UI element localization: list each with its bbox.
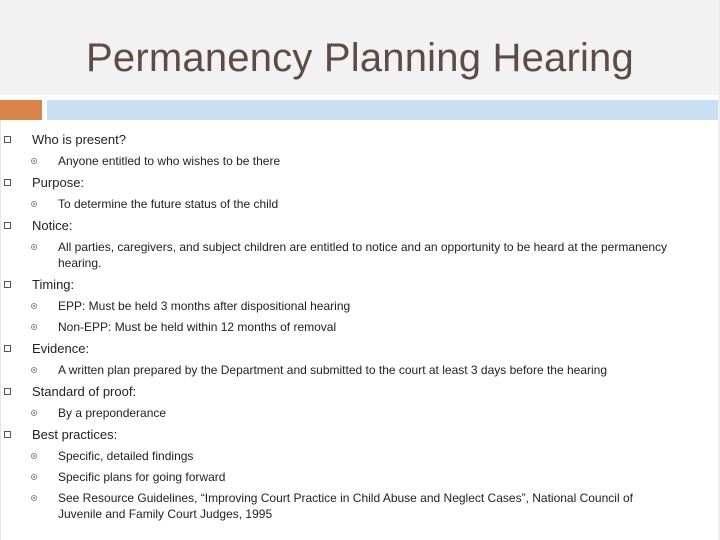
bullet-text: Notice: [32,218,73,233]
sub-bullet [0,490,700,522]
bullet-timing [0,277,700,293]
sub-bullet [0,153,700,169]
square-bullet-icon [4,281,11,288]
sub-bullet [0,448,700,464]
square-bullet-icon [4,136,11,143]
square-bullet-icon [4,388,11,395]
bullet-text: Timing: [32,277,75,292]
sub-bullet [0,196,700,212]
bullet-text: Best practices: [32,427,118,442]
bullet-list [0,126,700,522]
bullet-who-is-present [0,132,700,148]
bullet-best-practices [0,427,700,443]
sub-bullet-text: Specific, detailed findings [58,449,194,463]
sub-bullet-text: Specific plans for going forward [58,470,226,484]
bullet-text: Standard of proof: [32,384,137,399]
circle-bullet-icon [31,453,37,459]
circle-bullet-icon [31,367,37,373]
sub-bullet-text: Non-EPP: Must be held within 12 months of removal [58,320,337,334]
circle-bullet-icon [31,324,37,330]
circle-bullet-icon [31,495,37,501]
bullet-text: Purpose: [32,175,85,190]
circle-bullet-icon [31,410,37,416]
sub-bullet-text: A written plan prepared by the Department and submitted to the court at least 3 days before the hearing [58,363,607,377]
square-bullet-icon [4,179,11,186]
accent-bar-orange [0,100,42,120]
circle-bullet-icon [31,158,37,164]
bullet-evidence [0,341,700,357]
square-bullet-icon [4,345,11,352]
sub-bullet-text: See Resource Guidelines, “Improving Court Practice in Child Abuse and Neglect Cases”, National Council of Juvenile and Family Court Judges, 1995 [58,491,633,521]
sub-bullet [0,298,700,314]
sub-bullet-text: EPP: Must be held 3 months after dispositional hearing [58,299,351,313]
sub-bullet-text: Anyone entitled to who wishes to be there [58,154,281,168]
sub-bullet [0,319,700,335]
bullet-text: Evidence: [32,341,90,356]
bullet-text: Who is present? [32,132,126,147]
title-area [0,0,720,96]
sub-bullet [0,405,700,421]
sub-bullet-text: By a preponderance [58,406,167,420]
circle-bullet-icon [31,474,37,480]
sub-bullet [0,469,700,485]
sub-bullet [0,239,700,271]
accent-bar-blue [47,100,720,120]
circle-bullet-icon [31,303,37,309]
sub-bullet-text: To determine the future status of the child [58,197,279,211]
circle-bullet-icon [31,244,37,250]
sub-bullet [0,362,700,378]
slide-title: Permanency Planning Hearing [86,36,634,80]
bullet-standard-of-proof [0,384,700,400]
bullet-purpose [0,175,700,191]
circle-bullet-icon [31,201,37,207]
square-bullet-icon [4,222,11,229]
square-bullet-icon [4,431,11,438]
sub-bullet-text: All parties, caregivers, and subject children are entitled to notice and an opportunity to be heard at the permanency hearing. [58,240,668,270]
bullet-notice [0,218,700,234]
